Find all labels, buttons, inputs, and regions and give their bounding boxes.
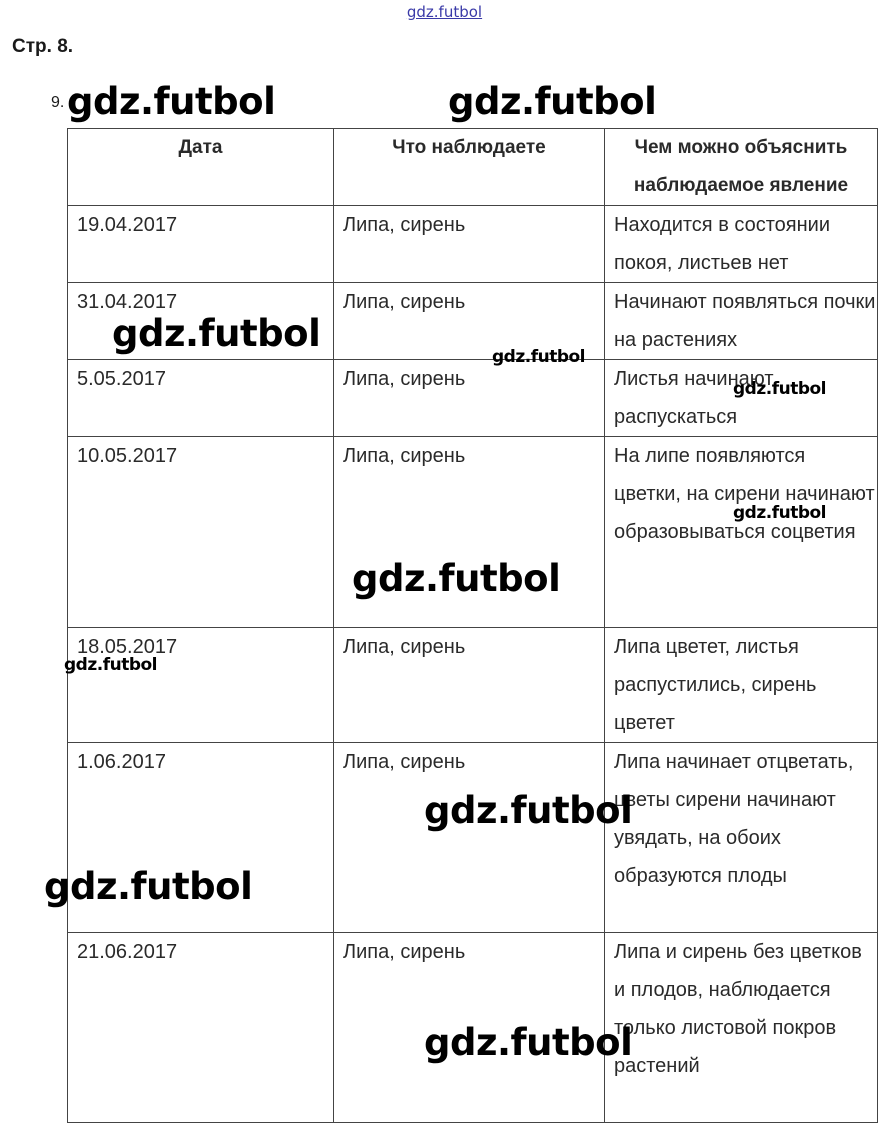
header-explanation: Чем можно объяснить наблюдаемое явление <box>605 129 878 206</box>
header-observed: Что наблюдаете <box>334 129 605 206</box>
date-cell: 5.05.2017 <box>68 360 334 437</box>
explanation-cell: Начинают появляться почки на растениях <box>605 283 878 360</box>
observed-cell: Липа, сирень <box>334 743 605 933</box>
table-row <box>68 206 878 283</box>
watermark: gdz.futbol <box>424 1021 633 1064</box>
site-link[interactable]: gdz.futbol <box>406 3 483 21</box>
date-cell: 31.04.2017 <box>68 283 334 360</box>
table-row <box>68 628 878 743</box>
watermark: gdz.futbol <box>352 557 561 600</box>
watermark: gdz.futbol <box>67 80 276 123</box>
observed-cell: Липа, сирень <box>334 206 605 283</box>
date-cell: 19.04.2017 <box>68 206 334 283</box>
watermark: gdz.futbol <box>733 379 826 399</box>
table-header-row <box>68 129 878 206</box>
page-label: Стр. 8. <box>12 36 74 57</box>
observation-table <box>67 128 878 1123</box>
observed-cell: Липа, сирень <box>334 437 605 628</box>
watermark: gdz.futbol <box>733 503 826 523</box>
watermark: gdz.futbol <box>424 789 633 832</box>
observed-cell: Липа, сирень <box>334 933 605 1123</box>
watermark: gdz.futbol <box>64 655 157 675</box>
date-cell: 10.05.2017 <box>68 437 334 628</box>
explanation-cell: Листья начинают распускаться <box>605 360 878 437</box>
date-cell: 21.06.2017 <box>68 933 334 1123</box>
watermark: gdz.futbol <box>448 80 657 123</box>
explanation-cell: Липа и сирень без цветков и плодов, наблюдается только листовой покров растений <box>605 933 878 1123</box>
watermark: gdz.futbol <box>492 347 585 367</box>
date-cell: 1.06.2017 <box>68 743 334 933</box>
watermark: gdz.futbol <box>112 312 321 355</box>
explanation-cell: Липа цветет, листья распустились, сирень цветет <box>605 628 878 743</box>
explanation-cell: Липа начинает отцветать, цветы сирени начинают увядать, на обоих образуются плоды <box>605 743 878 933</box>
explanation-cell: Находится в состоянии покоя, листьев нет <box>605 206 878 283</box>
observed-cell: Липа, сирень <box>334 628 605 743</box>
observed-cell: Липа, сирень <box>334 360 605 437</box>
watermark: gdz.futbol <box>44 865 253 908</box>
task-number: 9. <box>51 94 65 111</box>
date-cell: 18.05.2017 <box>68 628 334 743</box>
observed-cell: Липа, сирень <box>334 283 605 360</box>
explanation-cell: На липе появляются цветки, на сирени начинают образовываться соцветия <box>605 437 878 628</box>
header-date: Дата <box>68 129 334 206</box>
